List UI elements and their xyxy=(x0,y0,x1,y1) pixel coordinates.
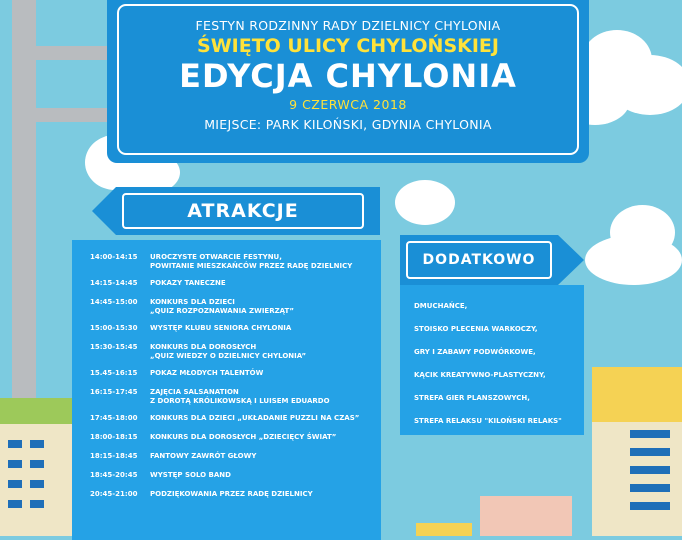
signpost-arm xyxy=(36,46,108,60)
schedule-description: POKAZ MŁODYCH TALENTÓW xyxy=(150,369,264,377)
schedule-row xyxy=(90,490,380,499)
schedule-description: WYSTĘP SOLO BAND xyxy=(150,471,231,479)
schedule-row xyxy=(90,324,380,333)
building-window xyxy=(8,480,22,488)
schedule-time: 14:45-15:00 xyxy=(90,298,138,306)
building-window xyxy=(30,460,44,468)
schedule-row xyxy=(90,433,380,442)
building-window xyxy=(630,466,670,474)
schedule-time: 18:00-18:15 xyxy=(90,433,138,441)
schedule-time: 15:00-15:30 xyxy=(90,324,138,332)
schedule-description: KONKURS DLA DZIECI „QUIZ ROZPOZNAWANIA ZWIERZĄT” xyxy=(150,298,294,315)
building-window xyxy=(8,500,22,508)
schedule-description: PODZIĘKOWANIA PRZEZ RADĘ DZIELNICY xyxy=(150,490,313,498)
schedule-description: POKAZY TANECZNE xyxy=(150,279,226,287)
building-window xyxy=(630,502,670,510)
schedule-row xyxy=(90,298,380,316)
extras-item: STREFA RELAKSU "KILOŃSKI RELAKS" xyxy=(414,417,562,425)
extras-item: STREFA GIER PLANSZOWYCH, xyxy=(414,394,530,402)
schedule-time: 17:45-18:00 xyxy=(90,414,138,422)
event-title: EDYCJA CHYLONIA xyxy=(179,57,517,95)
schedule-description: FANTOWY ZAWRÓT GŁOWY xyxy=(150,452,257,460)
schedule-description: KONKURS DLA DOROSŁYCH „DZIECIĘCY ŚWIAT” xyxy=(150,433,337,441)
banner-frame xyxy=(117,4,579,155)
building xyxy=(416,523,472,536)
building-window xyxy=(8,460,22,468)
extras-list xyxy=(414,302,562,440)
attractions-heading: ATRAKCJE xyxy=(122,193,364,229)
schedule-description: KONKURS DLA DOROSŁYCH „QUIZ WIEDZY O DZIELNICY CHYLONIA” xyxy=(150,343,307,360)
schedule-row xyxy=(90,471,380,480)
extras-heading: DODATKOWO xyxy=(406,241,552,279)
event-banner xyxy=(107,0,589,163)
building-window xyxy=(30,480,44,488)
schedule-row xyxy=(90,279,380,288)
schedule-time: 15:30-15:45 xyxy=(90,343,138,351)
building xyxy=(480,496,572,536)
building-roof xyxy=(0,398,76,424)
building-window xyxy=(630,484,670,492)
cloud xyxy=(585,235,682,285)
schedule-time: 18:15-18:45 xyxy=(90,452,138,460)
building-roof xyxy=(592,367,682,422)
event-date: 9 CZERWCA 2018 xyxy=(289,97,407,112)
event-place: MIEJSCE: PARK KILOŃSKI, GDYNIA CHYLONIA xyxy=(204,117,492,132)
schedule-time: 16:15-17:45 xyxy=(90,388,138,396)
attractions-sign xyxy=(116,187,380,235)
schedule-time: 20:45-21:00 xyxy=(90,490,138,498)
extras-item: KĄCIK KREATYWNO-PLASTYCZNY, xyxy=(414,371,546,379)
schedule-row xyxy=(90,388,380,406)
building-window xyxy=(30,500,44,508)
extras-sign xyxy=(400,235,558,285)
signpost-arm xyxy=(36,108,108,122)
extras-item: STOISKO PLECENIA WARKOCZY, xyxy=(414,325,538,333)
building-window xyxy=(30,440,44,448)
attractions-sign-arrow xyxy=(92,187,116,235)
schedule-time: 14:15-14:45 xyxy=(90,279,138,287)
schedule-row xyxy=(90,253,380,271)
schedule-row xyxy=(90,452,380,461)
schedule-description: KONKURS DLA DZIECI „UKŁADANIE PUZZLI NA CZAS” xyxy=(150,414,360,422)
extras-sign-arrow xyxy=(558,235,584,285)
schedule-time: 15.45-16:15 xyxy=(90,369,138,377)
event-organizer: FESTYN RODZINNY RADY DZIELNICY CHYLONIA xyxy=(195,18,501,33)
schedule-time: 18:45-20:45 xyxy=(90,471,138,479)
building-window xyxy=(630,430,670,438)
attractions-schedule xyxy=(90,253,380,509)
schedule-row xyxy=(90,414,380,423)
building-window xyxy=(8,440,22,448)
schedule-time: 14:00-14:15 xyxy=(90,253,138,261)
schedule-row xyxy=(90,343,380,361)
event-subtitle: ŚWIĘTO ULICY CHYLOŃSKIEJ xyxy=(197,35,499,57)
extras-item: DMUCHAŃCE, xyxy=(414,302,468,310)
schedule-description: UROCZYSTE OTWARCIE FESTYNU, POWITANIE MIESZKAŃCÓW PRZEZ RADĘ DZIELNICY xyxy=(150,253,353,270)
cloud xyxy=(395,180,455,225)
schedule-row xyxy=(90,369,380,378)
extras-item: GRY I ZABAWY PODWÓRKOWE, xyxy=(414,348,536,356)
schedule-description: ZAJĘCIA SALSANATION Z DOROTĄ KRÓLIKOWSKĄ I LUISEM EDUARDO xyxy=(150,388,330,405)
schedule-description: WYSTĘP KLUBU SENIORA CHYLONIA xyxy=(150,324,292,332)
building-window xyxy=(630,448,670,456)
